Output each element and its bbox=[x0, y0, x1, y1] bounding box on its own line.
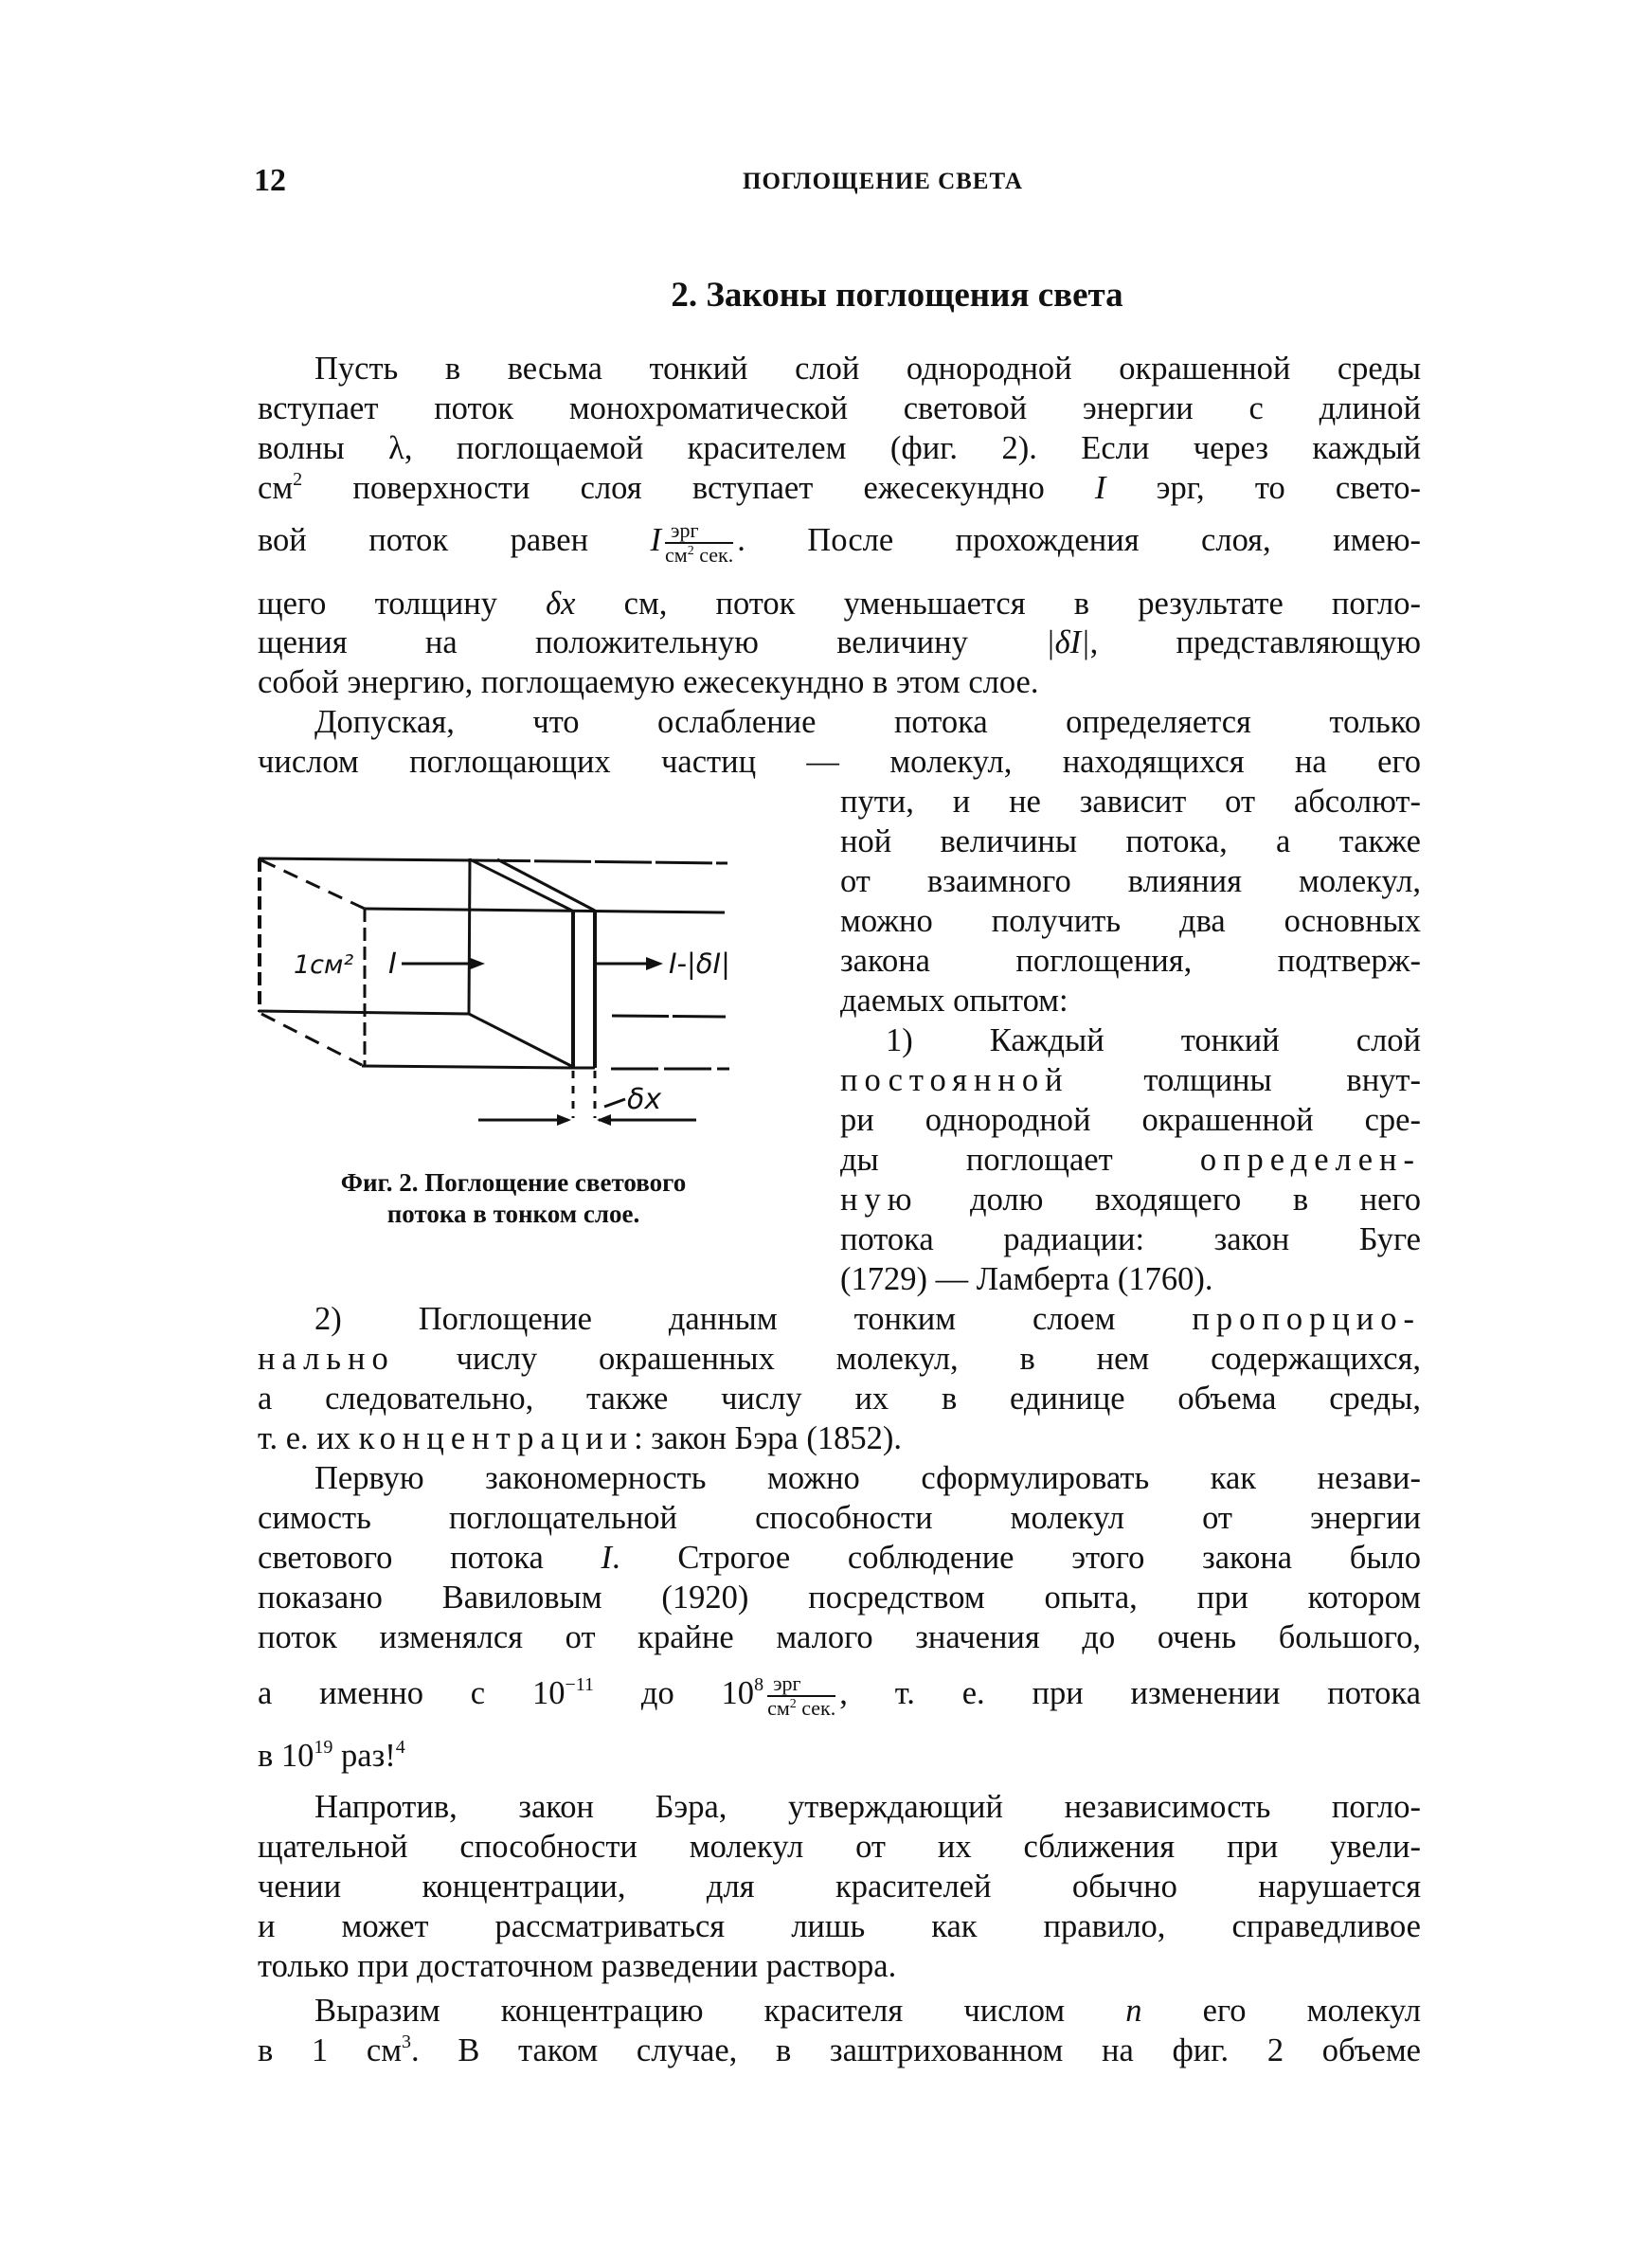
text-line: пути, и не зависит от абсолют- bbox=[840, 784, 1421, 820]
text-line bbox=[840, 1180, 1421, 1219]
superscript: 19 bbox=[314, 1737, 333, 1758]
caption-line: потока в тонком слое. bbox=[386, 1200, 640, 1228]
text: числу окрашенных молекул, в нем содержащихся, bbox=[394, 1341, 1421, 1377]
text: его молекул bbox=[1141, 1993, 1422, 2029]
text-line: чении концентрации, для красителей обычно нарушается bbox=[258, 1869, 1421, 1905]
text-line bbox=[258, 1339, 1421, 1379]
fraction-numerator: эрг bbox=[665, 519, 733, 544]
text-line: щательной способности молекул от их сближения при увели- bbox=[258, 1829, 1421, 1865]
text-line: симость поглощательной способности молекул от энергии bbox=[258, 1500, 1421, 1536]
slab-top-diag-front bbox=[470, 859, 572, 911]
footnote-marker[interactable]: 4 bbox=[395, 1737, 405, 1758]
text-line bbox=[258, 1736, 1421, 1776]
text: щения на положительную величину bbox=[258, 624, 1047, 660]
superscript: 2 bbox=[687, 544, 694, 558]
text-line: вступает поток монохроматической световой энергии с длиной bbox=[258, 390, 1421, 426]
emphasis-text: нально bbox=[258, 1341, 395, 1377]
math-variable: I bbox=[650, 521, 662, 558]
text-line bbox=[258, 1991, 1421, 2031]
figure-2-diagram bbox=[248, 834, 779, 1137]
text: сек. bbox=[693, 543, 734, 567]
text-line: даемых опытом: bbox=[840, 983, 1068, 1019]
text-line: 1) Каждый тонкий слой bbox=[886, 1022, 1421, 1058]
unit-fraction bbox=[767, 1672, 835, 1720]
front-bottom-edge bbox=[362, 1066, 573, 1068]
page-number: 12 bbox=[254, 163, 286, 198]
text: , представляющую bbox=[1089, 624, 1422, 660]
emphasis-text: пропорцио- bbox=[1192, 1301, 1421, 1337]
text: 2) Поглощение данным тонким слоем bbox=[314, 1301, 1193, 1337]
text: светового потока bbox=[258, 1540, 602, 1576]
text: эрг, то свето- bbox=[1105, 470, 1421, 506]
text-line: можно получить два основных bbox=[840, 903, 1421, 939]
emphasis-text: постоянной bbox=[840, 1062, 1069, 1098]
text: , т. е. при изменении потока bbox=[839, 1674, 1421, 1711]
text-line bbox=[258, 1538, 1421, 1578]
text: раз! bbox=[332, 1738, 396, 1774]
text: до 10 bbox=[594, 1674, 755, 1711]
text: : закон Бэра (1852). bbox=[634, 1420, 902, 1456]
right-line-top bbox=[474, 860, 727, 863]
text-line: числом поглощающих частиц — молекул, находящихся на его bbox=[258, 744, 1421, 780]
middle-vertical bbox=[469, 858, 470, 1014]
emphasis-text: ную bbox=[840, 1182, 919, 1218]
text-line: ной величины потока, а также bbox=[840, 823, 1421, 859]
text-line: только при достаточном разведении раствора. bbox=[258, 1948, 897, 1984]
unit-fraction bbox=[665, 519, 733, 567]
text: . В таком случае, в заштрихованном на фиг. 2 объеме bbox=[411, 2032, 1421, 2068]
text-line: и может рассматриваться лишь как правило, справедливое bbox=[258, 1908, 1421, 1944]
fraction-denominator bbox=[767, 1697, 835, 1720]
text: т. е. их bbox=[258, 1420, 359, 1456]
text-line: а следовательно, также числу их в единице объема среды, bbox=[258, 1381, 1421, 1417]
text-line: Напротив, закон Бэра, утверждающий независимость погло- bbox=[314, 1789, 1421, 1825]
caption-line: Фиг. 2. Поглощение светового bbox=[340, 1168, 687, 1197]
emphasis-text: концентрации bbox=[358, 1420, 635, 1456]
figure-2-svg bbox=[248, 834, 779, 1137]
area-label: 1см² bbox=[294, 950, 354, 980]
text-line bbox=[258, 1672, 1421, 1720]
text: см bbox=[665, 543, 688, 567]
text-line: поток изменялся от крайне малого значения до очень большого, bbox=[258, 1619, 1421, 1655]
text-line: закона поглощения, подтверж- bbox=[840, 943, 1421, 979]
right-line-bottom-back bbox=[612, 1016, 726, 1017]
text: в 1 см bbox=[258, 2032, 403, 2068]
running-head: ПОГЛОЩЕНИЕ СВЕТА bbox=[743, 169, 1023, 194]
text-line: показано Вавиловым (1920) посредством опыта, при котором bbox=[258, 1580, 1421, 1616]
text: см bbox=[258, 470, 294, 506]
text: сек. bbox=[796, 1696, 836, 1720]
superscript: −11 bbox=[565, 1673, 595, 1695]
figure-caption bbox=[248, 1167, 779, 1230]
text-line: волны λ, поглощаемой красителем (фиг. 2). Если через каждый bbox=[258, 430, 1421, 466]
text-line bbox=[258, 584, 1421, 623]
text-line: Допуская, что ослабление потока определяется только bbox=[314, 704, 1421, 740]
dx-leader bbox=[604, 1099, 625, 1107]
math-variable: δx bbox=[546, 586, 576, 622]
text: поверхности слоя вступает ежесекундно bbox=[302, 470, 1095, 506]
fraction-numerator: эрг bbox=[767, 1672, 835, 1697]
text: долю входящего в него bbox=[918, 1182, 1421, 1218]
text-line bbox=[840, 1140, 1421, 1180]
transmitted-arrowhead bbox=[646, 957, 663, 970]
diag-bottom-left bbox=[261, 1014, 362, 1065]
text-line: Пусть в весьма тонкий слой однородной окрашенной среды bbox=[314, 351, 1421, 387]
text: а именно с 10 bbox=[258, 1674, 566, 1711]
text-line bbox=[258, 468, 1421, 508]
text: в 10 bbox=[258, 1738, 314, 1774]
text: Выразим концентрацию красителя числом bbox=[314, 1993, 1126, 2029]
text: ды поглощает bbox=[840, 1142, 1200, 1178]
transmitted-flux-label: I-|δI| bbox=[669, 948, 730, 980]
diag-top-left bbox=[261, 860, 365, 909]
emphasis-text: определен- bbox=[1199, 1142, 1421, 1178]
text: щего толщину bbox=[258, 586, 547, 622]
math-variable: I bbox=[601, 1540, 613, 1576]
back-top-edge bbox=[259, 858, 474, 860]
text-line bbox=[258, 519, 1421, 567]
text-line bbox=[258, 2031, 1421, 2070]
text-line bbox=[258, 623, 1421, 662]
text: . После прохождения слоя, имею- bbox=[737, 521, 1422, 558]
slab-top-diag-back bbox=[497, 859, 595, 911]
text-line: (1729) — Ламберта (1760). bbox=[840, 1261, 1213, 1297]
text: толщины внут- bbox=[1068, 1062, 1421, 1098]
text: . Строгое соблюдение этого закона было bbox=[612, 1540, 1421, 1576]
text-line: потока радиации: закон Буге bbox=[840, 1221, 1421, 1257]
incident-arrowhead bbox=[468, 957, 485, 970]
thickness-label: δx bbox=[627, 1083, 662, 1116]
text-line bbox=[258, 1418, 1421, 1458]
text-line bbox=[258, 1299, 1421, 1339]
superscript: 8 bbox=[754, 1673, 764, 1695]
incident-flux-label: I bbox=[388, 948, 397, 981]
text-line: Первую закономерность можно сформулировать как незави- bbox=[314, 1460, 1421, 1496]
math-variable: I bbox=[1094, 470, 1106, 506]
math-variable: |δI| bbox=[1046, 624, 1090, 660]
text-line: собой энергию, поглощаемую ежесекундно в этом слое. bbox=[258, 664, 1039, 700]
math-variable: n bbox=[1125, 1993, 1142, 2029]
superscript: 2 bbox=[789, 1697, 797, 1711]
section-title: 2. Законы поглощения света bbox=[671, 276, 1123, 315]
text-line: ри однородной окрашенной сре- bbox=[840, 1102, 1421, 1138]
text: см, поток уменьшается в результате погло- bbox=[575, 586, 1421, 622]
text: вой поток равен bbox=[258, 521, 651, 558]
superscript: 2 bbox=[293, 469, 303, 490]
dx-arrowhead-right bbox=[597, 1114, 611, 1126]
slab-bottom-diag bbox=[469, 1014, 573, 1067]
text-line: от взаимного влияния молекул, bbox=[840, 863, 1421, 899]
dx-arrowhead-left bbox=[557, 1114, 571, 1126]
text: см bbox=[767, 1696, 790, 1720]
text-line bbox=[840, 1060, 1421, 1100]
superscript: 3 bbox=[402, 2031, 412, 2052]
fraction-denominator bbox=[665, 544, 733, 567]
front-top-edge bbox=[365, 909, 725, 912]
